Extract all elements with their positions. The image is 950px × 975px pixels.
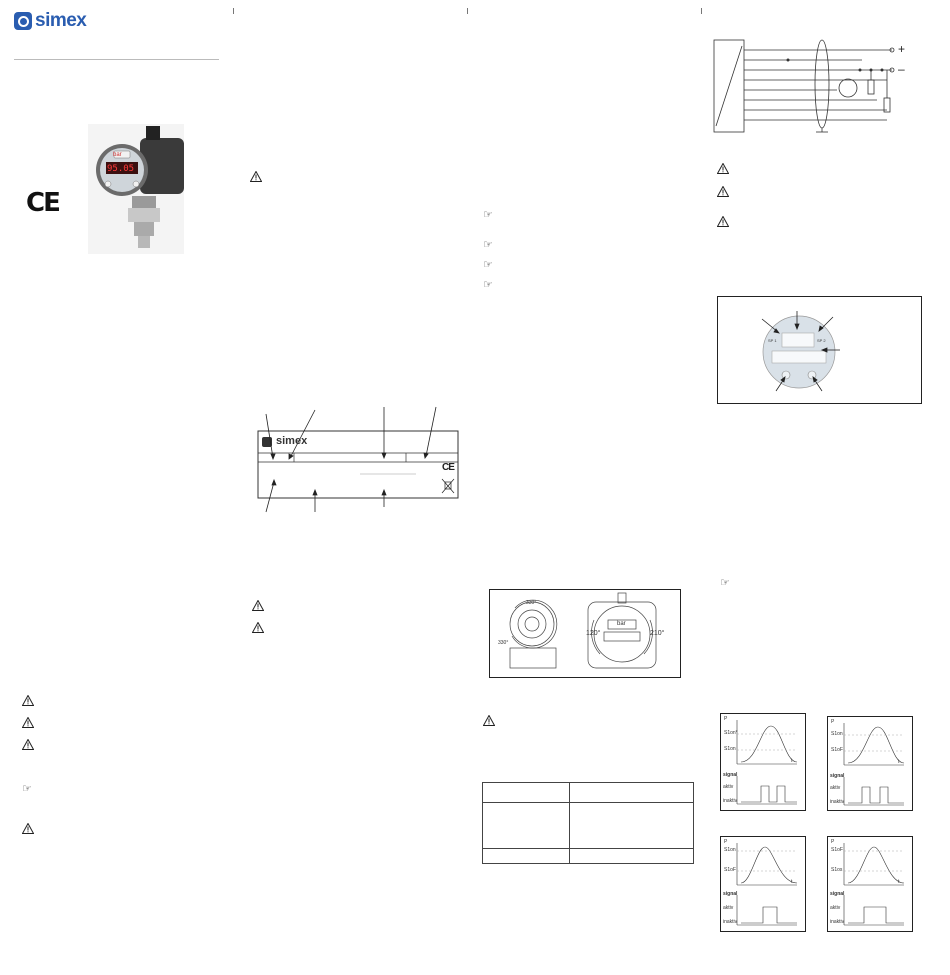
display-unit: bar xyxy=(113,152,122,158)
warning-icon xyxy=(483,715,495,726)
minus-terminal: – xyxy=(898,62,905,76)
graph-lower-label: S1os xyxy=(831,867,843,873)
display-reading: 95.05 xyxy=(107,164,135,174)
pointing-hand-icon: ☞ xyxy=(483,258,493,271)
warning-icon xyxy=(717,163,729,174)
graph-t-label: t xyxy=(791,758,793,764)
switching-graph-3 xyxy=(720,836,806,932)
warning-icon xyxy=(22,823,34,834)
graph-t-label: t xyxy=(898,759,900,765)
device-photo xyxy=(88,124,184,254)
warning-icon xyxy=(250,171,262,182)
nameplate-ce: CE xyxy=(442,462,454,473)
graph-signal-label: signal xyxy=(830,891,845,897)
pointing-hand-icon: ☞ xyxy=(720,576,730,589)
graph-p-label: P xyxy=(831,839,835,845)
table-row xyxy=(483,803,693,849)
angle-label-right: 210° xyxy=(650,630,665,637)
graph-upper-label: S1on xyxy=(724,847,736,853)
graph-lower-label: S1oF xyxy=(831,747,843,753)
warning-icon xyxy=(717,186,729,197)
nameplate-figure xyxy=(256,402,460,516)
graph-inactive-label: inaktiv xyxy=(830,799,845,805)
sp1-label: SP 1 xyxy=(768,338,777,343)
graph-signal-label: signal xyxy=(723,772,738,778)
switching-graph-2 xyxy=(827,716,913,811)
switching-graph-4 xyxy=(827,836,913,932)
graph-inactive-label: inaktiv xyxy=(723,919,738,925)
graph-active-label: aktiv xyxy=(723,905,734,911)
plus-terminal: + xyxy=(898,42,906,56)
header-divider xyxy=(14,59,219,60)
switching-graph-1 xyxy=(720,713,806,811)
table-column-divider xyxy=(569,783,570,863)
column-mark xyxy=(467,8,468,14)
graph-t-label: t xyxy=(898,879,900,885)
angle-label-left: 120° xyxy=(586,630,601,637)
graph-lower-label: S1oF xyxy=(724,867,736,873)
graph-inactive-label: inaktiv xyxy=(723,798,738,804)
pointing-hand-icon: ☞ xyxy=(22,782,32,795)
graph-upper-label: S1on xyxy=(831,731,843,737)
graph-lower-label: S1on xyxy=(724,746,736,752)
wiring-diagram xyxy=(712,36,912,136)
ce-mark: CE xyxy=(26,188,59,218)
graph-active-label: aktiv xyxy=(830,905,841,911)
graph-signal-label: signal xyxy=(723,891,738,897)
pointing-hand-icon: ☞ xyxy=(483,208,493,221)
rotation-figure xyxy=(489,589,681,678)
warning-icon xyxy=(252,600,264,611)
graph-p-label: P xyxy=(724,716,728,722)
warning-icon xyxy=(252,622,264,633)
graph-upper-label: S1oF xyxy=(831,847,843,853)
table-row xyxy=(483,783,693,803)
angle-label: 330° xyxy=(498,640,509,646)
graph-inactive-label: inaktiv xyxy=(830,919,845,925)
graph-upper-label: S1on* xyxy=(724,730,738,736)
warning-icon xyxy=(717,216,729,227)
graph-active-label: aktiv xyxy=(830,785,841,791)
warning-icon xyxy=(22,695,34,706)
pointing-hand-icon: ☞ xyxy=(483,278,493,291)
front-panel-figure xyxy=(717,296,922,404)
graph-t-label: t xyxy=(791,879,793,885)
angle-label: 330° xyxy=(526,600,537,606)
column-mark xyxy=(233,8,234,14)
warning-icon xyxy=(22,717,34,728)
logo-mark-icon xyxy=(14,12,32,30)
brand-logo xyxy=(14,10,86,32)
graph-signal-label: signal xyxy=(830,773,845,779)
column-mark xyxy=(701,8,702,14)
brand-name: simex xyxy=(35,10,87,31)
graph-p-label: P xyxy=(831,719,835,725)
spec-table xyxy=(482,782,694,864)
display-unit: bar xyxy=(617,621,626,627)
pointing-hand-icon: ☞ xyxy=(483,238,493,251)
graph-active-label: aktiv xyxy=(723,784,734,790)
graph-p-label: P xyxy=(724,839,728,845)
nameplate-brand: simex xyxy=(276,435,308,447)
crossed-bin-icon xyxy=(442,478,454,490)
warning-icon xyxy=(22,739,34,750)
sp2-label: SP 2 xyxy=(817,338,826,343)
